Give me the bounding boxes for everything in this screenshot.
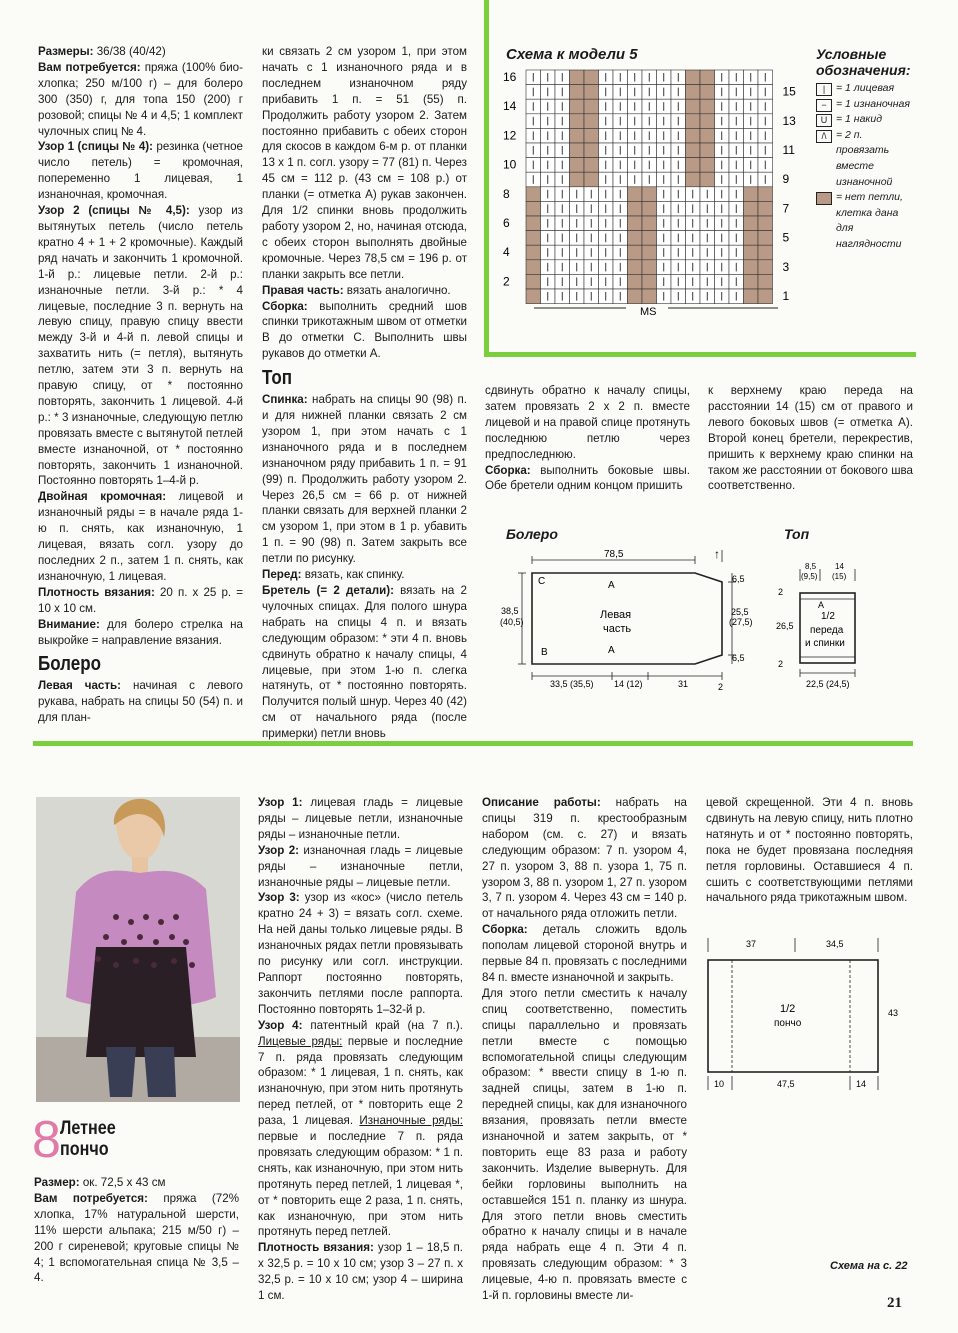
density-para: Плотность вязания: 20 п. х 25 р. = 10 х 10 см. <box>38 585 243 615</box>
chart-cell <box>686 143 701 158</box>
chart-cell <box>526 260 541 275</box>
chart-row-label-left: 12 <box>503 128 517 143</box>
bolero-right-h1: 6,5 <box>732 574 745 584</box>
chart-cell <box>758 274 773 289</box>
column-4 <box>708 383 913 494</box>
top-height: 26,5 <box>776 621 794 631</box>
chart-cell <box>758 187 773 202</box>
chart-cell <box>584 99 599 114</box>
chart-row-label-right: 3 <box>782 259 790 274</box>
chart-cell <box>642 260 657 275</box>
bolero-bottom-3: 31 <box>678 679 689 689</box>
no-stitch-symbol-icon <box>816 192 832 205</box>
arrow-up-icon: ↑ <box>714 547 720 561</box>
chart-cell <box>628 216 643 231</box>
chart-cell <box>758 231 773 246</box>
chart-row-label-right: 13 <box>782 113 796 128</box>
green-frame-left <box>484 0 489 356</box>
top-mark-a: A <box>818 600 825 610</box>
bolero-heading: Болеро <box>38 653 101 676</box>
chart-cell <box>744 187 759 202</box>
chart-cell <box>526 201 541 216</box>
chart-cell <box>758 216 773 231</box>
bolero-right-h3: 6,5 <box>732 653 745 663</box>
poncho-title-1: Летнее <box>60 1118 116 1139</box>
poncho-size-para: Размер: ок. 72,5 х 43 см <box>34 1176 166 1189</box>
chart-row-label-left: 14 <box>503 99 517 114</box>
chart-cell <box>628 201 643 216</box>
chart-cell <box>700 158 715 173</box>
sleeve-para: ки связать 2 см узором 1, при этом начать с 1 изнаночного ряда и в последнем изнаночном ряду прибавить 1 п. = 51 (55) п. Продолжить работу узором 2. Затем постоянно прибавить с обеих сторон для скосов в каждом 6-м р. от планки 13 х 1 п. согл. узору = 77 (81) п. Через 45 см = 112 р. (43 см = 108 р.) от планки (= отметка А) рукав закончен. Для 1/2 спинки вновь продолжить работу узором 2, но, начиная отсюда, с обеих сторон выполнять двойные кромочные. Через 78,5 см = 196 р. от планки закрыть все петли. <box>262 45 467 281</box>
column-1 <box>38 44 243 726</box>
u2-para: Узор 2: изнаночная гладь = лицевые ряды – изнаночные петли, изнаночные ряды – лицевые петли. <box>258 843 463 889</box>
poncho-column-2 <box>258 795 463 1304</box>
chart-cell <box>642 187 657 202</box>
chart-legend <box>816 46 916 253</box>
chart-cell <box>628 274 643 289</box>
top-text-2: переда <box>810 625 844 636</box>
chart-cell <box>744 245 759 260</box>
chart-cell <box>758 201 773 216</box>
top-mark-2-upper: 2 <box>778 587 784 597</box>
chart-cell <box>700 114 715 129</box>
chart-cell <box>758 245 773 260</box>
chart-cell <box>628 231 643 246</box>
chart-cell <box>584 128 599 143</box>
chart-cell <box>642 289 657 304</box>
mark-b: B <box>541 647 548 658</box>
poncho-column-4 <box>706 795 913 906</box>
top-bottom: 22,5 (24,5) <box>806 679 850 689</box>
knit-symbol-icon: | <box>816 83 832 96</box>
desc-para: Описание работы: набрать на спицы 319 п. крестообразным набором (см. с. 27) и вязать следующим образом: 7 п. узором 4, 27 п. узором 3, 88 п. узора 1, 75 п. узором 3, 88 п. узором 1, 27 п. узором 3, 7 п. узором 4. Через 43 см = 140 р. от начального ряда отложить петли. <box>482 796 687 921</box>
poncho-assembly-para: Сборка: деталь сложить вдоль пополам лицевой стороной внутрь и первые 84 п. провязать с последними 84 п. вместе изнаночной и закрыть. <box>482 923 687 984</box>
top-width-1b: (9,5) <box>801 572 818 581</box>
chart-cell <box>584 85 599 100</box>
chart-row-label-left: 16 <box>503 70 517 84</box>
chart-cell <box>584 158 599 173</box>
poncho-text-2: пончо <box>774 1018 802 1029</box>
chart-cell <box>686 128 701 143</box>
chart-row-label-left: 8 <box>503 186 510 201</box>
mark-a-bottom: A <box>608 645 615 656</box>
chart-cell <box>686 158 701 173</box>
top-width-2a: 14 <box>835 562 844 571</box>
chart-row-label-right: 7 <box>782 201 790 216</box>
double-edge-para: Двойная кромочная: лицевой и изнаночный ряды = в начале ряда 1-ю п. снять, как изнаночную, 1 лицевая, вязать согл. узору до последних 2 п., затем 1 п. снять, как изнаночную, 1 лицевая. <box>38 490 243 583</box>
model-photo-illustration <box>36 797 240 1102</box>
top-diagram-title: Топ <box>784 526 810 542</box>
straps-para: Бретель (= 2 детали): вязать на 2 чулочных спицах. Для полого шнура набрать на спицы 4 п. и вязать следующим образом: * эти 4 п. вновь сдвинуть обратно к началу спицы, 4 лицевые, при этом 1-ю п. слегка натянуть, от * постоянно повторять. Получится полый шнур. Через 40 (42) см от начального ряда (после примерки) петли вновь <box>262 584 467 741</box>
top-text-1: 1/2 <box>821 611 835 622</box>
chart-cell <box>642 245 657 260</box>
chart-cell <box>642 274 657 289</box>
legend-item-nostitch: = нет петли, клетка дана для наглядности <box>816 190 916 252</box>
chart-cell <box>686 85 701 100</box>
top-heading: Топ <box>262 367 292 390</box>
legend-item-yarnover: U = 1 накид <box>816 112 916 128</box>
chart-row-label-left: 6 <box>503 216 510 230</box>
chart-cell <box>570 99 585 114</box>
chart-cell <box>642 231 657 246</box>
chart-cell <box>570 85 585 100</box>
yarnover-symbol-icon: U <box>816 114 832 127</box>
chart-cell <box>584 114 599 129</box>
strap-attach-para: к верхнему краю переда на расстоянии 14 (15) см от правого и левого боковых швов (= отметка А). Второй конец бретели, перекрестив, пришить к верхнему краю спинки на таком же расстоянии от бокового шва соответственно. <box>708 384 913 493</box>
chart-row-label-right: 5 <box>782 230 790 245</box>
chart-cell <box>700 143 715 158</box>
bolero-mark-2: 2 <box>718 682 724 692</box>
bolero-assembly-para: Сборка: выполнить средний шов спинки трикотажным швом от отметки В до отметки С. Выполнить швы рукавов до отметки А. <box>262 299 467 361</box>
bolero-center-1: Левая <box>600 609 632 621</box>
chart-cell <box>700 128 715 143</box>
bolero-left-height-a: 38,5 <box>501 606 519 616</box>
legend-item-purl: − = 1 изнаночная <box>816 97 916 113</box>
chart-cell <box>642 216 657 231</box>
u4-para: Узор 4: патентный край (на 7 п.). Лицевые ряды: первые и последние 7 п. ряда провязать следующим образом: * 1 лицевая, 1 п. снять, как изнаночную, при этом нить протянуть перед петлей, от * повторить еще 2 раза, 1 лицевая. Изнаночные ряды: первые и последние 7 п. ряда провязать следующим образом: * 1 п. снять, как изнаночную, при этом нить протянуть перед петлей, 1 лицевая *, от * повторить еще 2 раза, 1 п. снять, как изнаночную, при этом нить протянуть перед петлей. <box>258 1018 464 1239</box>
chart-cell <box>758 289 773 304</box>
bolero-top-width: 78,5 <box>604 549 624 560</box>
legend-item-dec: /\ = 2 п. провязать вместе изнаночной <box>816 128 916 190</box>
chart-cell <box>526 231 541 246</box>
model-photo <box>36 797 240 1102</box>
chart-cell <box>744 201 759 216</box>
chart-row-label-right: 11 <box>782 143 795 157</box>
chart-cell <box>570 70 585 85</box>
model-number: 8 <box>32 1111 61 1169</box>
chart-cell <box>744 231 759 246</box>
chart-row-label-right: 15 <box>782 84 796 99</box>
poncho-title-2: пончо <box>60 1139 109 1160</box>
chart-cell <box>526 216 541 231</box>
poncho-bottom-3: 14 <box>856 1079 867 1089</box>
column-2 <box>262 44 467 742</box>
bolero-center-2: часть <box>603 623 632 635</box>
top-mark-2-lower: 2 <box>778 659 784 669</box>
chart-grid <box>526 70 773 304</box>
poncho-top-2: 34,5 <box>826 939 844 949</box>
top-text-3: и спинки <box>805 638 845 649</box>
chart-cell <box>570 158 585 173</box>
page-number: 21 <box>887 1295 902 1311</box>
poncho-column-3 <box>482 795 687 1304</box>
back-para: Спинка: набрать на спицы 90 (98) п. и для нижней планки связать 2 см узором 1, при этом начать с 1 изнаночного ряда и в последнем изнаночном ряду прибавить 1 п. = 91 (99) п. Продолжить работу узором 2. Через 26,5 см = 66 р. от нижней планки связать для верхней планки 2 см узором 1, при этом в 1 р. убавить 1 п. = 90 (98) п. Затем закрыть все петли по рисунку. <box>262 393 467 566</box>
top-assembly-para: Сборка: выполнить боковые швы. Обе бретели одним концом пришить <box>485 463 690 493</box>
mark-a-top: A <box>608 580 615 591</box>
bolero-left-height-b: (40,5) <box>500 617 524 627</box>
top-width-1a: 8,5 <box>805 562 817 571</box>
poncho-materials-para: Вам потребуется: пряжа (72% хлопка, 17% натуральной шерсти, 11% шерсти альпака; 215 м/50 г) – 200 г сиреневой; круговые спицы № 4; 1 вспомогательная спица № 3,5 – 4. <box>34 1191 239 1285</box>
chart-cell <box>526 274 541 289</box>
u3-para: Узор 3: узор из «кос» (число петель кратно 24 + 3) = вязать согл. схеме. На ней даны только лицевые ряды. В изнаночных рядах петли провязывать по рисунку или согл. инструкции. Раппорт постоянно повторять, закончить петлями после раппорта. Постоянно повторять 1–32-й р. <box>258 891 463 1016</box>
chart-cell <box>584 172 599 187</box>
chart-cell <box>628 260 643 275</box>
legend-item-knit: | = 1 лицевая <box>816 81 916 97</box>
chart-cell <box>686 172 701 187</box>
materials-para: Вам потребуется: пряжа (100% био-хлопка; 250 м/100 г) – для болеро 300 (350) г, для топа 150 (200) г розовой; спицы № 4 и 4,5; 1 комплект чулочных спиц № 4. <box>38 60 243 138</box>
column-3 <box>485 383 690 494</box>
chart-cell <box>686 114 701 129</box>
poncho-diagram <box>700 930 910 1095</box>
top-diagram <box>770 555 870 695</box>
poncho-density-para: Плотность вязания: узор 1 – 18,5 п. х 32,5 р. = 10 х 10 см; узор 3 – 27 п. х 32,5 р. = 10 х 10 см; узор 4 – ширина 1 см. <box>258 1241 463 1303</box>
poncho-text-1: 1/2 <box>780 1003 796 1015</box>
chart-row-label-left: 4 <box>503 245 510 260</box>
schema-title: Схема к модели 5 <box>506 46 638 63</box>
bolero-diagram-title: Болеро <box>506 526 558 542</box>
chart-cell <box>700 70 715 85</box>
poncho-top-1: 37 <box>746 939 757 949</box>
chart-cell <box>744 260 759 275</box>
poncho-column-1 <box>34 1175 239 1286</box>
chart-cell <box>744 216 759 231</box>
chart-cell <box>584 70 599 85</box>
sizes-para: Размеры: 36/38 (40/42) <box>38 45 166 58</box>
chart-cell <box>570 172 585 187</box>
poncho-bottom-1: 10 <box>714 1079 725 1089</box>
chart-cell <box>526 187 541 202</box>
chart-cell <box>758 260 773 275</box>
chart-cell <box>570 143 585 158</box>
chart-cell <box>628 289 643 304</box>
poncho-bottom-2: 47,5 <box>777 1079 795 1089</box>
u1-para: Узор 1: лицевая гладь = лицевые ряды – лицевые петли, изнаночные ряды – изнаночные петли. <box>258 796 463 841</box>
chart-cell <box>570 128 585 143</box>
right-part-para: Правая часть: вязать аналогично. <box>262 283 451 297</box>
chart-cell <box>686 99 701 114</box>
pattern-2-para: Узор 2 (спицы № 4,5): узор из вытянутых петель (число петель кратно 4 + 1 + 2 кромочные). Каждый ряд начать и закончить 1 кромочной. 1-й р.: лицевые петли. 2-й р.: изнаночные петли. 3-й р.: * 4 лицевые, последние 3 п. вернуть на левую спицу, правую спицу ввести между 3-й и 4-й п. левой спицы и захватить нить (= петля), вытянуть петлю, затем эти 3 п. вернуть на правую спицу, от * постоянно повторять, закончить 1 лицевой. 4-й р.: * 3 изнаночные, следующую петлю провязать вместе с вытянутой петлей вместе изнаночной, от * постоянно повторять, закончить 1 изнаночной. Постоянно повторять 1–4-й р. <box>38 204 243 488</box>
schema-reference: Схема на с. 22 <box>830 1260 908 1272</box>
chart-cell <box>744 274 759 289</box>
purl-symbol-icon: − <box>816 99 832 112</box>
chart-cell <box>642 201 657 216</box>
strap-finish-para: сдвинуть обратно к началу спицы, затем провязать 2 х 2 п. вместе лицевой и на правой спице протянуть последнюю петлю через предпоследнюю. <box>485 384 690 461</box>
chart-cell <box>584 143 599 158</box>
ms-label: MS <box>640 306 657 318</box>
neck-finish-para: цевой скрещенной. Эти 4 п. вновь сдвинуть на левую спицу, нить плотно натянуть и от * постоянно повторять, пока не будет провязана последняя петля горловины. Оставшиеся 4 п. сшить с соответствующими петлями начального ряда трикотажным швом. <box>706 796 913 905</box>
join-para: Для этого петли сместить к началу спиц соответственно, поместить спицы параллельно и провязать петли вместе с помощью вспомогательной спицы следующим образом: * ввести спицу в 1-ю п. задней спицы, затем в 1-ю п. передней спицы, как для изнаночного вязания, провязать петли вместе изнаночной и затем закрыть, от * повторить еще 83 раза и работу закончить. Изделие вывернуть. Для бейки горловины выполнить на оставшейся 151 п. планку из шнура. Для этого петли вновь сместить обратно к началу спицы и в начале ряда набрать еще 4 п. Эти 4 п. провязать следующим образом: * 3 лицевые, 4-ю п. провязать вместе с 1-й п. горловины вместе ли- <box>482 986 687 1303</box>
pattern-1-para: Узор 1 (спицы № 4): резинка (четное число петель) = кромочная, попеременно 1 лицевая, 1 изнаночная, кромочная. <box>38 140 243 202</box>
chart-cell <box>628 187 643 202</box>
front-para: Перед: вязать, как спинку. <box>262 568 405 582</box>
bolero-bottom-1: 33,5 (35,5) <box>550 679 594 689</box>
chart-cell <box>700 172 715 187</box>
chart-row-label-left: 2 <box>503 274 510 289</box>
chart-cell <box>744 289 759 304</box>
chart-cell <box>526 245 541 260</box>
bolero-bottom-2: 14 (12) <box>614 679 643 689</box>
top-width-2b: (15) <box>832 572 847 581</box>
left-part-para: Левая часть: начиная с левого рукава, набрать на спицы 50 (54) п. и для план- <box>38 679 243 725</box>
chart-cell <box>686 70 701 85</box>
chart-cell <box>570 114 585 129</box>
knit-chart <box>500 62 800 322</box>
chart-row-label-right: 1 <box>782 289 790 303</box>
chart-cell <box>700 85 715 100</box>
bolero-diagram <box>500 540 770 700</box>
bolero-right-h2b: (27,5) <box>729 617 753 627</box>
chart-row-label-right: 9 <box>782 172 790 187</box>
poncho-right: 43 <box>888 1008 899 1018</box>
chart-cell <box>526 289 541 304</box>
mark-c: C <box>538 576 546 587</box>
green-divider <box>33 741 913 746</box>
green-frame-bottom <box>484 352 916 357</box>
legend-title: Условные обозначения: <box>816 46 911 78</box>
chart-cell <box>628 245 643 260</box>
chart-row-label-left: 10 <box>503 157 517 172</box>
chart-cell <box>700 99 715 114</box>
attention-para: Внимание: для болеро стрелка на выкройке = направление вязания. <box>38 617 243 647</box>
bolero-right-h2a: 25,5 <box>731 607 749 617</box>
decrease-symbol-icon: /\ <box>816 130 832 143</box>
